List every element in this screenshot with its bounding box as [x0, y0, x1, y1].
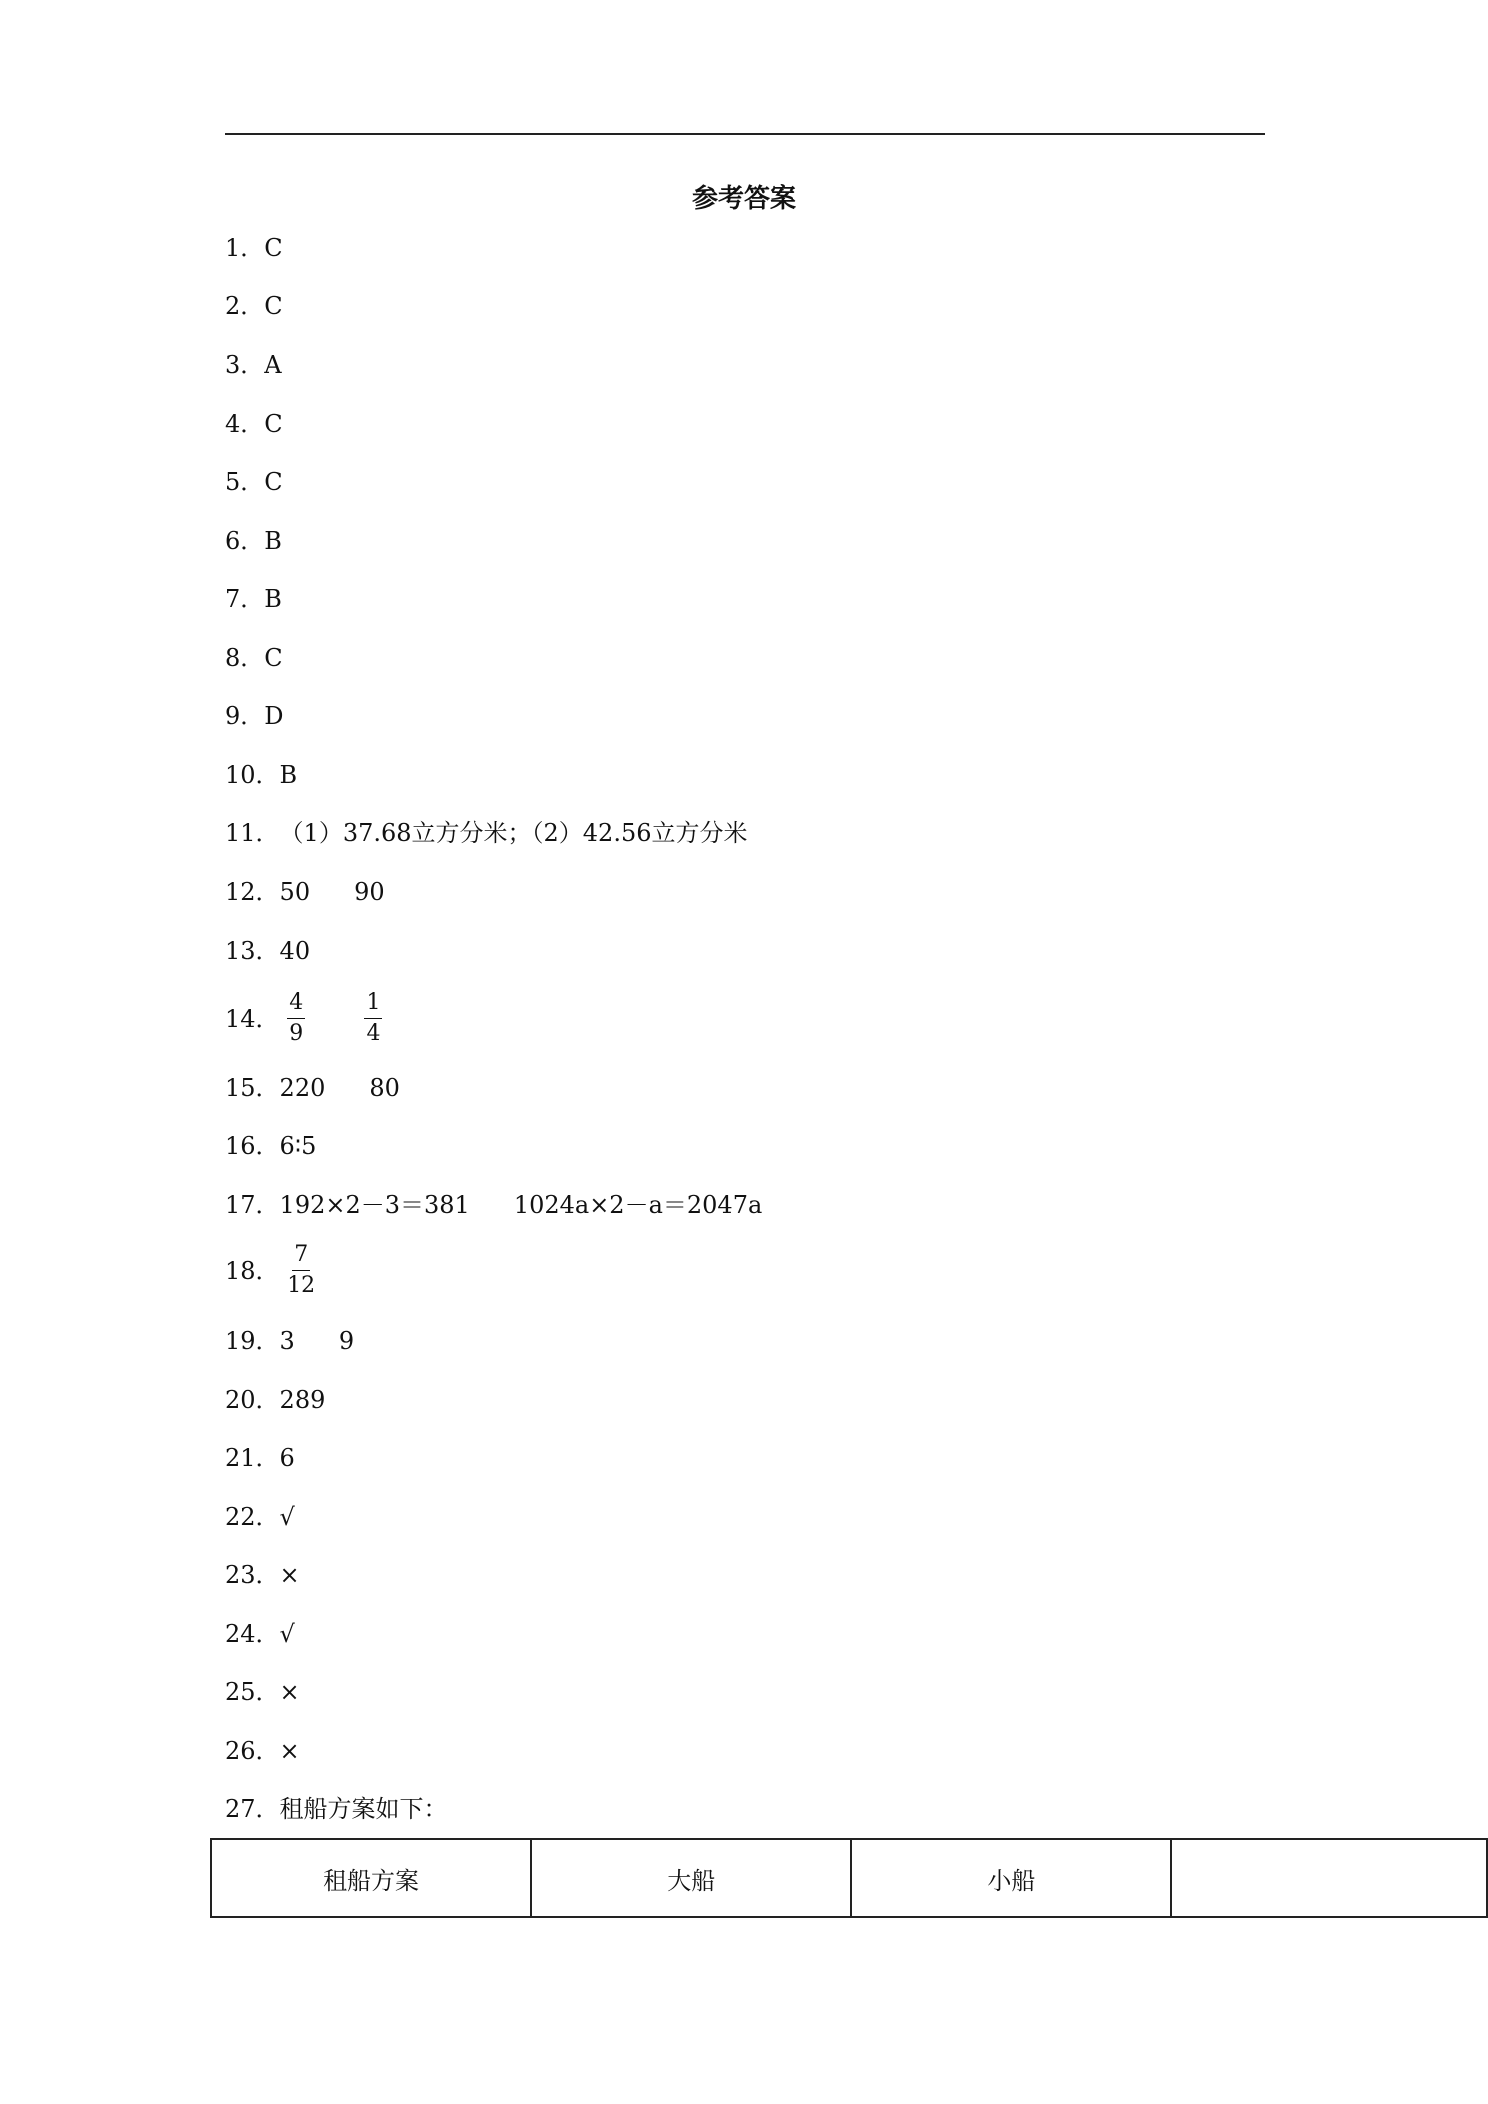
table-header-cell: 大船: [531, 1839, 851, 1917]
answer-1: 1．C: [225, 234, 283, 262]
answer-17: 17．192×2－3＝381 1024a×2－a＝2047a: [225, 1191, 763, 1219]
answer-20: 20．289: [225, 1386, 326, 1414]
fraction: $\frac{4}{9}$: [289, 990, 304, 1046]
answer-12: 12．50 90: [225, 878, 385, 906]
answer-16: 16．6∶5: [225, 1132, 317, 1160]
fraction: $\frac{7}{12}$: [287, 1242, 316, 1298]
boat-rental-table: [210, 1838, 1488, 1918]
answer-4: 4．C: [225, 410, 283, 438]
answer-6: 6．B: [225, 527, 282, 555]
answer-22: 22．√: [225, 1503, 295, 1531]
table-header-cell: 小船: [851, 1839, 1171, 1917]
answer-24: 24．√: [225, 1620, 295, 1648]
header-rule: [225, 133, 1265, 135]
answer-9: 9．D: [225, 702, 284, 730]
answer-19: 19．3 9: [225, 1327, 355, 1355]
answer-13: 13．40: [225, 937, 311, 965]
table-header-cell: [1171, 1839, 1487, 1917]
answer-15: 15．220 80: [225, 1074, 400, 1102]
answer-14: 14． $\frac{4}{9}$ $\frac{1}{4}$: [225, 988, 382, 1049]
answer-18: 18． $\frac{7}{12}$: [225, 1240, 315, 1301]
table-header-cell: 租船方案: [211, 1839, 531, 1917]
answer-27: 27．租船方案如下：: [225, 1795, 448, 1823]
answer-23: 23．×: [225, 1561, 300, 1589]
answer-3: 3．A: [225, 351, 282, 379]
table-header-row: [211, 1839, 1487, 1917]
answer-7: 7．B: [225, 585, 282, 613]
answer-5: 5．C: [225, 468, 283, 496]
answer-25: 25．×: [225, 1678, 300, 1706]
answer-10: 10．B: [225, 761, 298, 789]
answer-2: 2．C: [225, 292, 283, 320]
answer-26: 26．×: [225, 1737, 300, 1765]
page-title: 参考答案: [691, 184, 796, 214]
answer-21: 21．6: [225, 1444, 295, 1472]
fraction: $\frac{1}{4}$: [366, 990, 381, 1046]
answer-8: 8．C: [225, 644, 283, 672]
answer-11: 11．（1）37.68立方分米；（2）42.56立方分米: [225, 819, 748, 847]
